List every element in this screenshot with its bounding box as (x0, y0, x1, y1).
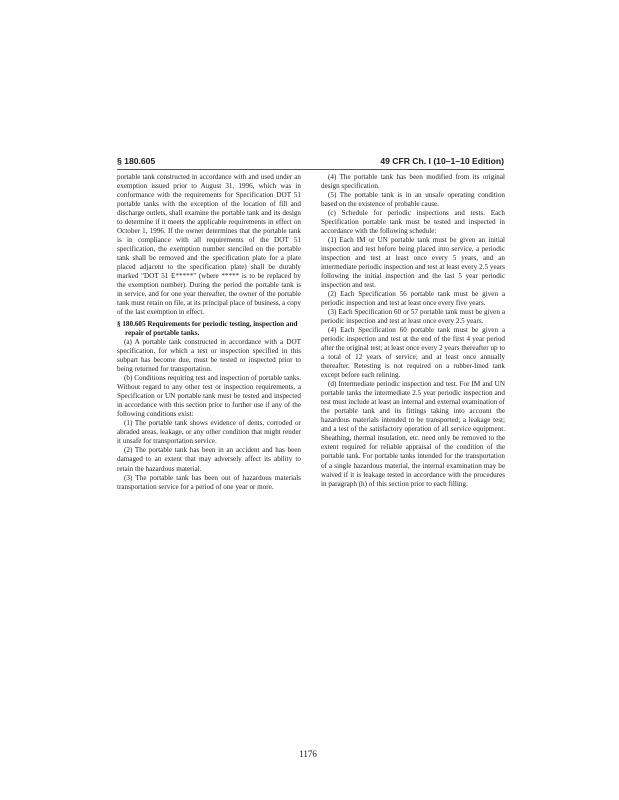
paragraph-a: (a) A portable tank constructed in accordance with a DOT specification, for which a test or inspection specified in this subpart has become due, must be tested or inspected prior to being returned for transportation. (117, 338, 301, 374)
page-header (117, 155, 504, 170)
left-column (117, 173, 301, 743)
page-number: 1176 (299, 749, 317, 759)
section-heading: § 180.605 Requirements for periodic testing, inspection and repair of portable tanks. (117, 320, 298, 338)
paragraph-c4: (4) Each Specification 60 portable tank must be given a periodic inspection and test at the end of the first 4 year period after the original test; at least once every 2 years thereafter up to a total of 12 years of service; and at least once annually thereafter. Retesting is not required on a rubber-lined tank except before each relining. (321, 326, 505, 380)
paragraph-c: (c) Schedule for periodic inspections and tests. Each Specification portable tank must be tested and inspected in accordance with the following schedule: (321, 209, 505, 236)
paragraph-b3: (3) The portable tank has been out of hazardous materials transportation service for a period of one year or more. (117, 473, 301, 491)
paragraph-d: (d) Intermediate periodic inspection and test. For IM and UN portable tanks the intermediate 2.5 year periodic inspection and test must include at least an internal and external examination of the portable tank and its fittings taking into account the hazardous materials intended to be transported; a leakage test; and a test of the satisfactory operation of all service equipment. Sheathing, thermal insulation, etc. need only be removed to the extent required for reliable appraisal of the condition of the portable tank. For portable tanks intended for the transportation of a single hazardous material, the internal examination may be waived if it is leakage tested in accordance with the procedures in paragraph (h) of this section prior to each filling. (321, 380, 505, 488)
paragraph-c3: (3) Each Specification 60 or 57 portable tank must be given a periodic inspection and test at least once every 2.5 years. (321, 308, 505, 326)
paragraph-exemption-continued: portable tank constructed in accordance with and used under an exemption issued prior to August 31, 1996, which was in conformance with the requirements for Specification DOT 51 portable tanks with the exception of the location of fill and discharge outlets, shall examine the portable tank and its design to determine if it meets the applicable requirements in effect on October 1, 1996. If the owner determines that the portable tank is in compliance with all requirements of the DOT 51 specification, the exemption number stenciled on the portable tank shall be removed and the specification plate for a plate placed adjacent to the specification plate) shall be durably marked "DOT 51 E*****" (where ***** is to be replaced by the exemption number). During the period the portable tank is in service, and for one year thereafter, the owner of the portable tank must retain on file, at its principal place of business, a copy of the last exemption in effect. (117, 173, 301, 317)
publication-title: 49 CFR Ch. I (10–1–10 Edition) (380, 156, 504, 166)
section-number: § 180.605 (117, 156, 156, 166)
paragraph-b2: (2) The portable tank has been in an accident and has been damaged to an extent that may adversely affect its ability to retain the hazardous material. (117, 446, 301, 473)
paragraph-c1: (1) Each IM or UN portable tank must be given an initial inspection and test before being placed into service, a periodic inspection and test at least once every 5 years, and an intermediate periodic inspection and test at least every 2.5 years following the initial inspection and the last 5 year periodic inspection and test. (321, 236, 505, 290)
paragraph-b1: (1) The portable tank shows evidence of dents, corroded or abraded areas, leakage, or any other condition that might render it unsafe for transportation service. (117, 419, 301, 446)
right-column (321, 173, 505, 743)
paragraph-b: (b) Conditions requiring test and inspection of portable tanks. Without regard to any other test or inspection requirements, a Specification or UN portable tank must be tested and inspected in accordance with this section prior to further use if any of the following conditions exist: (117, 374, 301, 419)
paragraph-c2: (2) Each Specification 56 portable tank must be given a periodic inspection and test at least once every five years. (321, 290, 505, 308)
paragraph-b5: (5) The portable tank is in an unsafe operating condition based on the existence of probable cause. (321, 191, 505, 209)
paragraph-b4: (4) The portable tank has been modified from its original design specification. (321, 173, 505, 191)
